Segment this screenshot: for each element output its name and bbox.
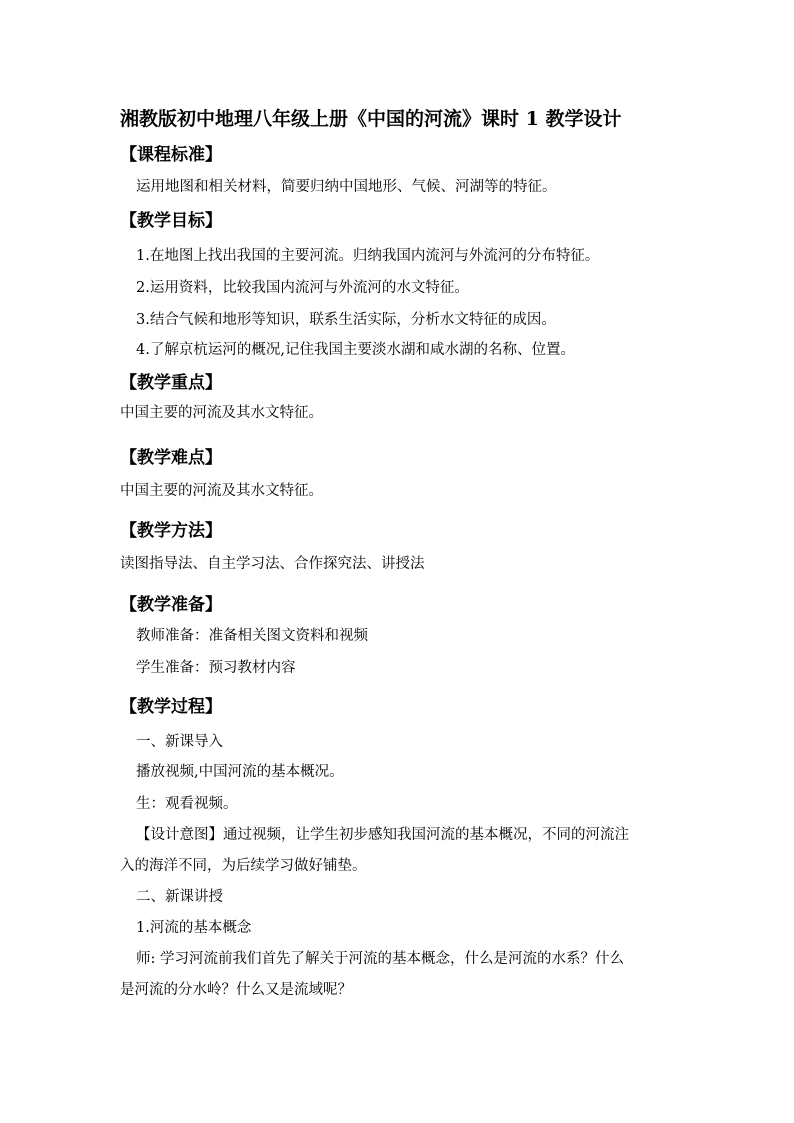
process-line-8: 师: 学习河流前我们首先了解关于河流的基本概念，什么是河流的水系？什么 [136, 951, 624, 967]
process-line-6: 二、新课讲授 [136, 889, 223, 905]
heading-teaching-process: 【教学过程】 [120, 697, 222, 717]
methods-line: 读图指导法、自主学习法、合作探究法、讲授法 [120, 556, 425, 572]
process-line-5: 入的海洋不同，为后续学习做好铺垫。 [120, 858, 367, 874]
preparation-line-teacher: 教师准备：准备相关图文资料和视频 [136, 628, 368, 644]
process-line-1: 一、新课导入 [136, 734, 223, 750]
preparation-line-student: 学生准备：预习教材内容 [136, 660, 296, 676]
heading-teaching-methods: 【教学方法】 [120, 521, 222, 541]
heading-teaching-preparation: 【教学准备】 [120, 595, 222, 615]
objective-line-2: 2.运用资料，比较我国内流河与外流河的水文特征。 [136, 280, 469, 296]
process-line-3: 生：观看视频。 [136, 796, 238, 812]
objective-line-1: 1.在地图上找出我国的主要河流。归纳我国内流河与外流河的分布特征。 [136, 248, 600, 264]
heading-difficulties: 【教学难点】 [120, 448, 222, 468]
heading-course-standard: 【课程标准】 [120, 145, 222, 165]
difficulties-line: 中国主要的河流及其水文特征。 [120, 483, 323, 499]
heading-teaching-objectives: 【教学目标】 [120, 211, 222, 231]
heading-key-points: 【教学重点】 [120, 373, 222, 393]
key-points-line: 中国主要的河流及其水文特征。 [120, 405, 323, 421]
objective-line-3: 3.结合气候和地形等知识，联系生活实际，分析水文特征的成因。 [136, 312, 556, 328]
process-line-2: 播放视频,中国河流的基本概况。 [136, 764, 344, 780]
objective-line-4: 4.了解京杭运河的概况,记住我国主要淡水湖和咸水湖的名称、位置。 [136, 342, 575, 358]
document-title: 湘教版初中地理八年级上册《中国的河流》课时 1 教学设计 [120, 108, 622, 130]
process-line-7: 1.河流的基本概念 [136, 920, 252, 936]
process-line-4: 【设计意图】通过视频，让学生初步感知我国河流的基本概况，不同的河流注 [136, 827, 629, 843]
standard-line: 运用地图和相关材料，简要归纳中国地形、气候、河湖等的特征。 [136, 179, 557, 195]
process-line-9: 是河流的分水岭？什么又是流域呢？ [120, 982, 352, 998]
